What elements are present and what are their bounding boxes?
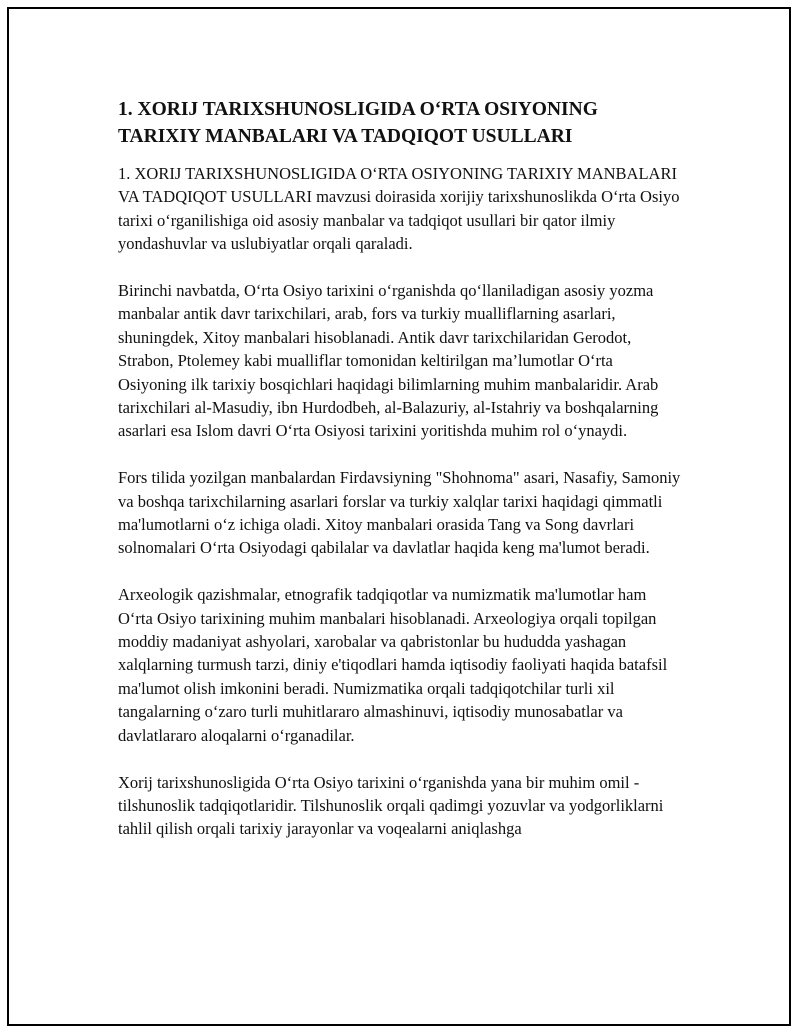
paragraph-persian-chinese-sources: Fors tilida yozilgan manbalardan Firdavsiyning "Shohnoma" asari, Nasafiy, Samoniy va boshqa tarixchilarning asarlari forslar va turkiy xalqlar tarixi haqidagi qimmatli ma'lumotlarni o‘z ichiga oladi. Xitoy manbalari orasida Tang va Song davrlari solnomalari O‘rta Osiyodagi qabilalar va davlatlar haqida keng ma'lumot beradi. xyxy=(118,468,681,558)
paragraph-written-sources: Birinchi navbatda, O‘rta Osiyo tarixini o‘rganishda qo‘llaniladigan asosiy yozma manbalar antik davr tarixchilari, arab, fors va turkiy mualliflarning asarlari, shuningdek, Xitoy manbalari hisoblanadi. Antik davr tarixchilaridan Gerodot, Strabon, Ptolemey kabi mualliflar tomonidan keltirilgan ma’lumotlar O‘rta Osiyoning ilk tarixiy bosqichlari haqidagi bilimlarning muhim manbalaridir. Arab tarixchilari al-Masudiy, ibn Hurdodbeh, al-Balazuriy, al-Istahriy va boshqalarning asarlari esa Islom davri O‘rta Osiyosi tarixini yoritishda muhim rol o‘ynaydi. xyxy=(118,281,659,441)
paragraph-linguistics: Xorij tarixshunosligida O‘rta Osiyo tarixini o‘rganishda yana bir muhim omil - tilshunoslik tadqiqotlaridir. Tilshunoslik orqali qadimgi yozuvlar va yodgorliklarni tahlil qilish orqali tarixiy jarayonlar va voqealarni aniqlashga xyxy=(118,772,664,839)
document-body xyxy=(118,96,684,841)
paragraph-intro: 1. XORIJ TARIXSHUNOSLIGIDA O‘RTA OSIYONING TARIXIY MANBALARI VA TADQIQOT USULLARI mavzusi doirasida xorijiy tarixshunoslikda O‘rta Osiyo tarixi o‘rganilishiga oid asosiy manbalar va tadqiqot usullari bir qator ilmiy yondashuvlar va uslubiyatlar orqali qaraladi. xyxy=(118,164,680,254)
paragraph-archaeology: Arxeologik qazishmalar, etnografik tadqiqotlar va numizmatik ma'lumotlar ham O‘rta Osiyo tarixining muhim manbalari hisoblanadi. Arxeologiya orqali topilgan moddiy madaniyat ashyolari, xarobalar va qabristonlar bu hududda yashagan xalqlarning turmush tarzi, diniy e'tiqodlari hamda iqtisodiy faoliyati haqida batafsil ma'lumot olish imkonini beradi. Numizmatika orqali tadqiqotchilar turli xil tangalarning o‘zaro turli muhitlararo almashinuvi, iqtisodiy munosabatlar va davlatlararo aloqalarni o‘rganadilar. xyxy=(118,585,668,745)
document-heading: 1. XORIJ TARIXSHUNOSLIGIDA O‘RTA OSIYONING TARIXIY MANBALARI VA TADQIQOT USULLARI xyxy=(118,99,598,147)
